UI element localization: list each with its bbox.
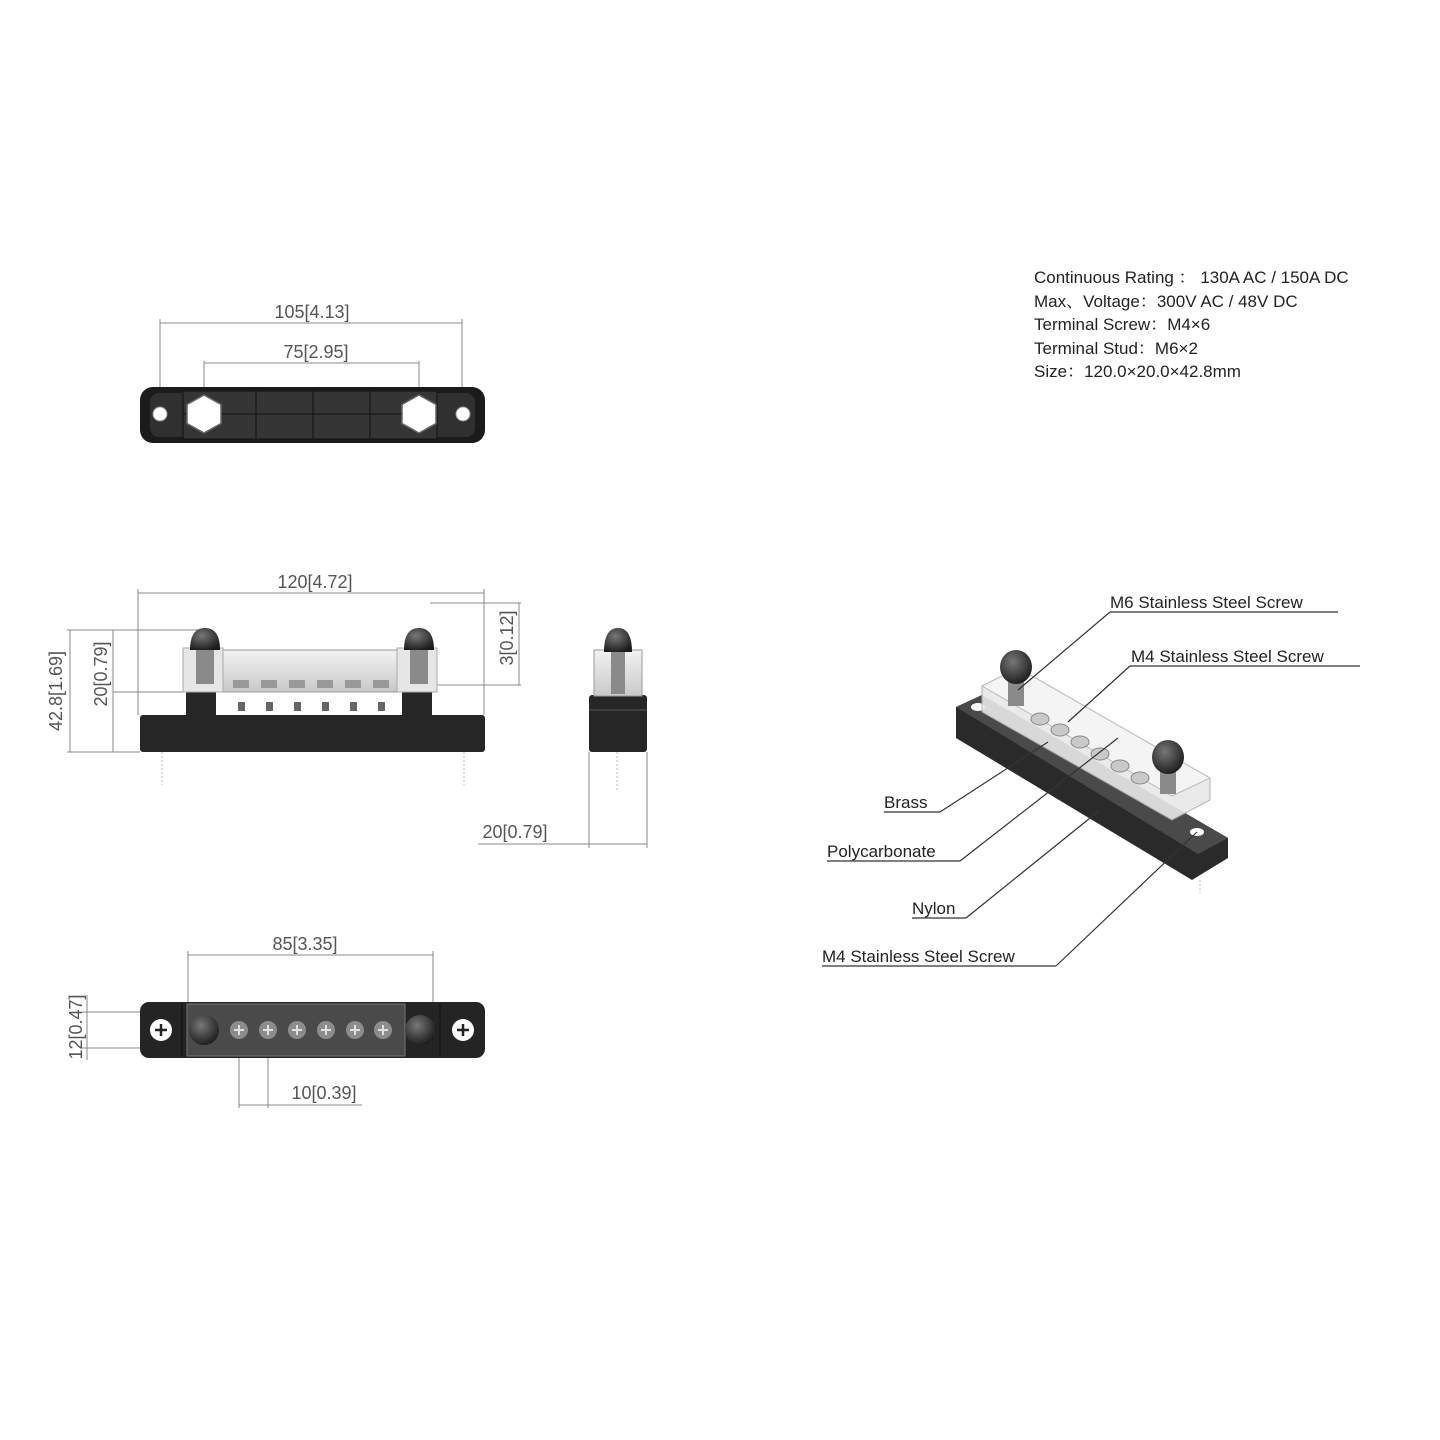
- callout-polycarbonate: Polycarbonate: [827, 842, 936, 861]
- dim-top-overall: 105[4.13]: [274, 302, 350, 322]
- dim-front-cap: 3[0.12]: [497, 610, 517, 666]
- front-base-plate: [140, 715, 485, 752]
- callout-nylon: Nylon: [912, 899, 956, 918]
- dim-bottom-width: 12[0.47]: [66, 994, 86, 1060]
- side-cap-nut: [604, 628, 632, 652]
- dim-bottom-span: 85[3.35]: [272, 934, 338, 954]
- spec-size: Size：120.0×20.0×42.8mm: [1034, 362, 1241, 381]
- spec-max-voltage: Max、Voltage：300V AC / 48V DC: [1034, 292, 1298, 311]
- mount-hole-right: [456, 407, 470, 421]
- callout-brass: Brass: [884, 793, 928, 812]
- cap-nut-left: [190, 628, 220, 650]
- dim-front-length: 120[4.72]: [277, 572, 353, 592]
- spec-terminal-screw: Terminal Screw：M4×6: [1034, 315, 1211, 334]
- iso-cap-nut-left: [1000, 650, 1032, 684]
- mount-hole-left: [153, 407, 167, 421]
- top-view: [140, 302, 485, 443]
- bottom-stud-right: [405, 1015, 435, 1045]
- dim-front-height: 42.8[1.69]: [46, 650, 66, 732]
- callout-m4-screw-bottom: M4 Stainless Steel Screw: [822, 947, 1015, 966]
- callout-m6-screw: M6 Stainless Steel Screw: [1110, 593, 1303, 612]
- callout-m4-screw-top: M4 Stainless Steel Screw: [1131, 647, 1324, 666]
- cap-nut-right: [404, 628, 434, 650]
- dim-top-studs: 75[2.95]: [283, 342, 349, 362]
- spec-terminal-stud: Terminal Stud：M6×2: [1034, 339, 1198, 358]
- bottom-view: [66, 934, 485, 1108]
- dim-side-width: 20[0.79]: [482, 822, 548, 842]
- dim-front-base: 20[0.79]: [91, 641, 111, 707]
- spec-continuous-rating: Continuous Rating ： 130A AC / 150A DC: [1034, 268, 1349, 287]
- isometric-view: [822, 593, 1360, 966]
- dim-bottom-pitch: 10[0.39]: [291, 1083, 357, 1103]
- bottom-stud-left: [189, 1015, 219, 1045]
- front-view: [46, 572, 521, 785]
- iso-cap-nut-right: [1152, 740, 1184, 774]
- side-base: [589, 695, 647, 752]
